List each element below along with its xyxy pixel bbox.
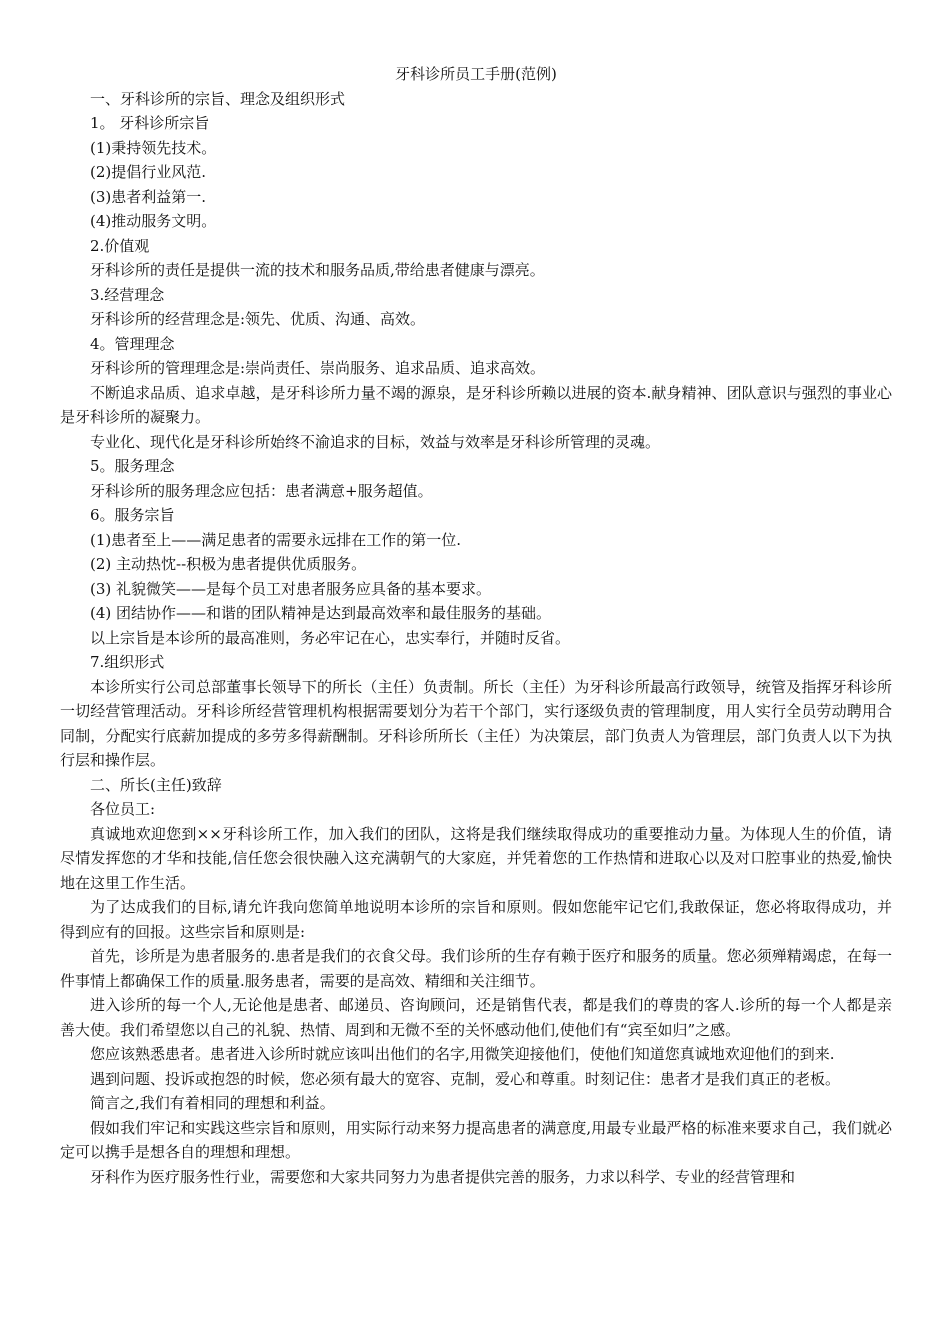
paragraph: 5。服务理念 [90, 457, 175, 475]
paragraph: 各位员工: [90, 800, 156, 818]
paragraph: 为了达成我们的目标,请允许我向您简单地说明本诊所的宗旨和原则。假如您能牢记它们,我敢保证，您必将取得成功，并得到应有的回报。这些宗旨和原则是: [60, 898, 892, 941]
paragraph: 牙科诊所的责任是提供一流的技术和服务品质,带给患者健康与漂亮。 [90, 261, 545, 279]
paragraph: (4)推动服务文明。 [90, 212, 217, 230]
paragraph: 专业化、现代化是牙科诊所始终不渝追求的目标，效益与效率是牙科诊所管理的灵魂。 [90, 432, 661, 451]
paragraph: 首先，诊所是为患者服务的.患者是我们的衣食父母。我们诊所的生存有赖于医疗和服务的质量。您必须殚精竭虑，在每一件事情上都确保工作的质量.服务患者，需要的是高效、精细和关注细节。 [60, 947, 892, 990]
paragraph: (2) 主动热忱--积极为患者提供优质服务。 [90, 555, 367, 573]
paragraph: 6。服务宗旨 [90, 506, 175, 524]
paragraph: 牙科诊所的管理理念是:崇尚责任、崇尚服务、追求品质、追求高效。 [90, 359, 546, 377]
paragraph: 2.价值观 [90, 236, 150, 255]
paragraph: 进入诊所的每一个人,无论他是患者、邮递员、咨询顾问，还是销售代表，都是我们的尊贵的客人.诊所的每一个人都是亲善大使。我们希望您以自己的礼貌、热情、周到和无微不至的关怀感动他们,使他们有“宾至如归”之感。 [60, 996, 892, 1039]
document-page [60, 62, 892, 1189]
paragraph: 以上宗旨是本诊所的最高准则，务必牢记在心，忠实奉行，并随时反省。 [90, 628, 571, 647]
paragraph: 本诊所实行公司总部董事长领导下的所长（主任）负责制。所长（主任）为牙科诊所最高行政领导，统管及指挥牙科诊所一切经营管理活动。牙科诊所经营管理机构根据需要划分为若干个部门，实行逐级负责的管理制度，用人实行全员劳动聘用合同制，分配实行底薪加提成的多劳多得薪酬制。牙科诊所所长（主任）为决策层，部门负责人为管理层，部门负责人以下为执行层和操作层。 [60, 677, 892, 769]
document-title: 牙科诊所员工手册(范例) [395, 65, 557, 83]
paragraph: 您应该熟悉患者。患者进入诊所时就应该叫出他们的名字,用微笑迎接他们，使他们知道您真诚地欢迎他们的到来. [90, 1045, 835, 1063]
paragraph: (3) 礼貌微笑——是每个员工对患者服务应具备的基本要求。 [90, 579, 492, 598]
paragraph: 一、牙科诊所的宗旨、理念及组织形式 [90, 89, 346, 108]
paragraph: 简言之,我们有着相同的理想和利益。 [90, 1094, 335, 1112]
paragraph: 假如我们牢记和实践这些宗旨和原则，用实际行动来努力提高患者的满意度,用最专业最严格的标准来要求自己，我们就必定可以携手是想各自的理想和理想。 [60, 1118, 892, 1161]
paragraph: (4) 团结协作——和谐的团队精神是达到最高效率和最佳服务的基础。 [90, 604, 552, 622]
paragraph: 二、所长(主任)致辞 [90, 775, 222, 794]
paragraph: 真诚地欢迎您到××牙科诊所工作，加入我们的团队，这将是我们继续取得成功的重要推动力量。为体现人生的价值，请尽情发挥您的才华和技能,信任您会很快融入这充满朝气的大家庭，并凭着您的工作热情和进取心以及对口腔事业的热爱,愉快地在这里工作生活。 [60, 824, 892, 892]
paragraph: 牙科诊所的经营理念是:领先、优质、沟通、高效。 [90, 310, 426, 328]
paragraph: (2)提倡行业风范. [90, 163, 207, 181]
paragraph: 3.经营理念 [90, 285, 165, 304]
paragraph: 1。 牙科诊所宗旨 [90, 114, 210, 132]
document-body [60, 87, 892, 1190]
paragraph: 4。管理理念 [90, 334, 175, 353]
paragraph: (3)患者利益第一. [90, 187, 207, 206]
paragraph: 不断追求品质、追求卓越，是牙科诊所力量不竭的源泉，是牙科诊所赖以进展的资本.献身精神、团队意识与强烈的事业心是牙科诊所的凝聚力。 [60, 383, 892, 426]
paragraph: (1)患者至上——满足患者的需要永远排在工作的第一位. [90, 530, 462, 549]
paragraph: (1)秉持领先技术。 [90, 138, 217, 157]
paragraph: 牙科诊所的服务理念应包括：患者满意+服务超值。 [90, 481, 433, 500]
paragraph: 遇到问题、投诉或抱怨的时候，您必须有最大的宽容、克制，爱心和尊重。时刻记住：患者才是我们真正的老板。 [90, 1069, 841, 1088]
paragraph: 牙科作为医疗服务性行业，需要您和大家共同努力为患者提供完善的服务，力求以科学、专业的经营管理和 [90, 1167, 796, 1186]
paragraph: 7.组织形式 [90, 653, 165, 671]
